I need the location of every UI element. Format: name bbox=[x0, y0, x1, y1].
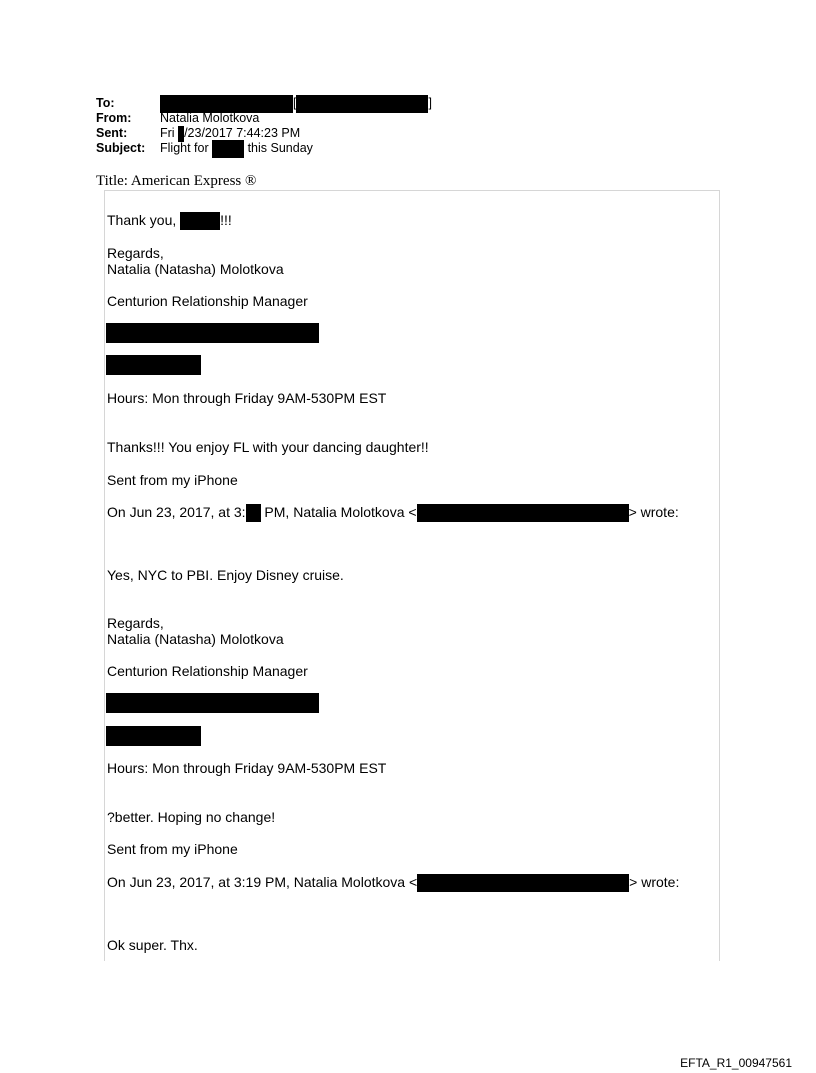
redaction-block bbox=[106, 355, 201, 375]
from-label: From: bbox=[96, 111, 132, 125]
sent-from-1: Sent from my iPhone bbox=[107, 472, 238, 488]
subject-prefix: Flight for bbox=[160, 141, 213, 155]
quote-2-suffix: > wrote: bbox=[629, 874, 680, 890]
ok-line: Ok super. Thx. bbox=[107, 937, 198, 953]
sent-label: Sent: bbox=[96, 126, 128, 140]
thank-you-line bbox=[107, 212, 232, 230]
subject-suffix: this Sunday bbox=[244, 141, 313, 155]
thank-you-suffix: !!! bbox=[220, 212, 232, 228]
redaction-block bbox=[296, 95, 428, 113]
hours-2: Hours: Mon through Friday 9AM-530PM EST bbox=[107, 760, 387, 776]
quote-header-1 bbox=[107, 504, 679, 522]
document-id: EFTA_R1_00947561 bbox=[680, 1056, 792, 1070]
to-bracket-open: [ bbox=[293, 96, 297, 110]
regards-2: Regards, bbox=[107, 615, 164, 631]
to-bracket-close: ] bbox=[428, 96, 432, 110]
regards-1: Regards, bbox=[107, 245, 164, 261]
sent-row bbox=[96, 126, 432, 141]
redaction-block bbox=[106, 726, 201, 746]
to-row bbox=[96, 96, 432, 111]
better-line: ?better. Hoping no change! bbox=[107, 809, 276, 825]
redaction-block bbox=[417, 874, 629, 892]
sent-prefix: Fri bbox=[160, 126, 179, 140]
hours-1: Hours: Mon through Friday 9AM-530PM EST bbox=[107, 390, 387, 406]
thank-you-prefix: Thank you, bbox=[107, 212, 181, 228]
quote-header-2 bbox=[107, 874, 679, 892]
from-row bbox=[96, 111, 432, 126]
redaction-block bbox=[180, 212, 220, 230]
sent-suffix: /23/2017 7:44:23 PM bbox=[184, 126, 301, 140]
redaction-block bbox=[106, 323, 319, 343]
quote-2-prefix: On Jun 23, 2017, at 3:19 PM, Natalia Molotkova < bbox=[107, 874, 418, 890]
signature-name-1: Natalia (Natasha) Molotkova bbox=[107, 261, 284, 277]
to-label: To: bbox=[96, 96, 115, 110]
from-value: Natalia Molotkova bbox=[160, 111, 260, 125]
yes-line: Yes, NYC to PBI. Enjoy Disney cruise. bbox=[107, 567, 344, 583]
email-header bbox=[96, 96, 432, 156]
quote-1-middle: PM, Natalia Molotkova < bbox=[260, 504, 417, 520]
quote-1-suffix: > wrote: bbox=[628, 504, 679, 520]
title-line: Title: American Express ® bbox=[96, 173, 257, 189]
signature-name-2: Natalia (Natasha) Molotkova bbox=[107, 631, 284, 647]
sent-from-2: Sent from my iPhone bbox=[107, 841, 238, 857]
redaction-block bbox=[212, 140, 244, 158]
signature-role-2: Centurion Relationship Manager bbox=[107, 663, 308, 679]
signature-role-1: Centurion Relationship Manager bbox=[107, 293, 308, 309]
to-value bbox=[160, 96, 432, 111]
redaction-block bbox=[106, 693, 319, 713]
subject-label: Subject: bbox=[96, 141, 146, 155]
thanks-line: Thanks!!! You enjoy FL with your dancing daughter!! bbox=[107, 439, 429, 455]
quote-1-prefix: On Jun 23, 2017, at 3: bbox=[107, 504, 246, 520]
subject-row bbox=[96, 141, 432, 156]
redaction-block bbox=[246, 504, 261, 522]
redaction-block bbox=[417, 504, 629, 522]
subject-value bbox=[160, 141, 313, 156]
redaction-block bbox=[160, 95, 293, 113]
